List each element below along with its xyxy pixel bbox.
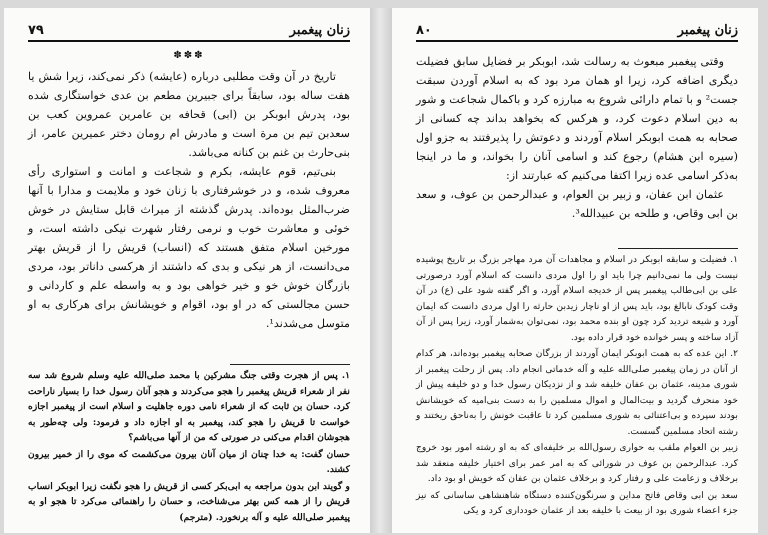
right-footnotes: [416, 252, 738, 520]
right-page: [392, 8, 758, 533]
left-footnotes: [28, 368, 350, 526]
right-page-header: [416, 22, 738, 42]
section-separator: ✽✽✽: [173, 50, 205, 61]
right-running-title: زنان پیغمبر: [677, 23, 738, 38]
left-footnote-rule: [230, 364, 350, 365]
footnote: حسان گفت: به خدا چنان از میان آنان بیرون می‌کشمت که موی را از خمیر بیرون کشند.: [28, 448, 350, 475]
right-paragraph: وقتی پیغمبر مبعوث به رسالت شد، ابوبکر بر فضایل سابق فضیلت دیگری اضافه کرد، زیرا او همان مرد بود که به اسلام آوردن سبقت جست² و با تمام دارائی شروع به مبارزه کرد و باکمال شجاعت و شور به دین اسلام دعوت کرد، و هرکس که بخواهد بداند چه کسانی از صحابه به همت ابوبکر اسلام آوردند و دعوتش را پذیرفتند به جزو اول (سیره ابن هشام) رجوع کند و اسامی آنان را بخواند، و ما در اینجا به‌ذکر اسامی عده زیرا اکتفا می‌کنیم که عبارتند از:: [416, 55, 738, 182]
footnote: زبیر بن العوام ملقب به حواری رسول‌الله بر خلیفه‌ای که به او رشته امور بود خروج کرد. عبدالرحمن بن عوف در شورائی که به امر عمر برای اختیار خلیفه منعقد شد برخلاف و زعامت علی و رفتار کرد و برخلاف عثمان بن عفان که خویش او بود داد.: [416, 442, 738, 484]
right-footnote-rule: [618, 248, 738, 249]
left-page: [4, 8, 370, 533]
right-page-body: [416, 52, 738, 223]
book-gutter: [370, 8, 392, 533]
left-running-title: زنان پیغمبر: [289, 23, 350, 38]
footnote: ۱. پس از هجرت وقتی جنگ مشرکین با محمد صلی‌الله علیه وسلم شروع شد سه نفر از شعراء قریش پیغمبر را هجو می‌کردند و هجو آنان رسول خدا را بسیار ناراحت کرد. حسان بن ثابت که از شعراء نامی دوره جاهلیت و اسلام است از پیغمبر اجازه خواست تا قریش را هجو کند، پیغمبر به او اجازه داد و فرمود: ولی چه‌طور به هجوشان اقدام می‌کنی در صورتی که من از آنها می‌باشم؟: [28, 370, 350, 443]
left-page-number: ۷۹: [28, 23, 44, 38]
footnote: و گویند ابن بدون مراجعه به ابی‌بکر کسی از قریش را هجو نگفت زیرا ابوبکر انساب قریش را از همه کس بهتر می‌شناخت، و حسان را راهنمائی می‌کرد تا هجو او به پیغمبر صلی‌الله علیه و آله برنخورد. (مترجم): [28, 480, 350, 523]
footnote: ۲. این عده که به همت ابوبکر ایمان آوردند از بزرگان صحابه پیغمبر بوده‌اند، هر کدام از آنان در زمان پیغمبر صلی‌الله علیه و آله خدماتی انجام داد. پس از رحلت پیغمبر از شوری مدینه، عثمان بن عفان خلیفه شد و از نزدیکان رسول خدا و دو خلیفه پیش از خود منحرف گردید و بیت‌المال و اموال مسلمین را به دست بنی‌امیه که خویشانش بودند سپرده و بی‌اعتنائی به شوری مسلمین کرد تا عاقبت خونش را به‌ناحق ریختند و رشته اتحاد مسلمین گسست.: [416, 348, 738, 437]
right-page-number: ۸۰: [416, 23, 432, 38]
left-paragraph: تاریخ در آن وقت مطلبی درباره (عایشه) ذکر نمی‌کند، زیرا شش یا هفت ساله بود، سابقاً برای جبیرین مطعم بن عدی خواستگاری شده بود، پدرش ابوبکر بن (ابی) قحافه بن عامرین عمروین کعب بن سعدبن تیم بن مرة است و مادرش ام رومان دختر عمیرین عامر، از بنی‌حارث بن غنم بن کنانه می‌باشد.: [28, 70, 350, 159]
left-paragraph: بنی‌تیم، قوم عایشه، بکرم و شجاعت و امانت و استواری رأی معروف شده، و در خوشرفتاری با زنان خود و ملایمت و مدارا با آنها ضرب‌المثل بوده‌اند. پدرش گذشته از میراث قابل ستایش در خوش خوئی و معاشرت خوب و نرمی رفتار شهرت نیکی داشته است، و مورخین اسلام متفق هستند که (انساب) قریش را از قریش بهتر می‌دانست، از هر نیکی و بدی که داشتند از هرکسی داناتر بود، مردی بازرگان خوش خو و خیر خواهی بود و به واسطه علم و کاردانی و حسن مجالستی که در او بود، اقوام و خویشانش برای هرکاری به او متوسل می‌شدند¹.: [28, 165, 350, 330]
right-paragraph: عثمان ابن عفان، و زبیر بن العوام، و عبدالرحمن بن عوف، و سعد بن ابی وقاص، و طلحه بن عبیدالله³.: [416, 188, 738, 220]
footnote: سعد بن ابی وقاص فاتح مداین و سرنگون‌کننده دستگاه شاهنشاهی ساسانی که نیز جزء اعضاء شوری بود از بیعت با خلیفه بعد از عثمان خودداری کرد و یکی: [416, 489, 738, 516]
left-page-header: [28, 22, 350, 42]
footnote: ۱. فضیلت و سابقه ابوبکر در اسلام و مجاهدات آن مرد مهاجر بزرگ بر تاریخ پوشیده نیست ولی ما نمی‌دانیم چرا باید او را اول مردی دانست که اسلام آورد درصورتی علی بن ابی‌طالب پیغمبر پس از خدیجه اسلام آورد، و اگر گفته شود علی (ع) در آن وقت کودک نابالغ بود، باید پس از او ناچار زیدبن حارثه را اول مردی دانست که ایمان آورد و شیعه تردید کرد چون او بنده محمد بود، نمی‌توان به‌شمار آورد، زیرا پس از آن آزاد ساخته و پسر خوانده خود قرار داده بود.: [416, 254, 738, 343]
left-page-body: [28, 46, 350, 333]
